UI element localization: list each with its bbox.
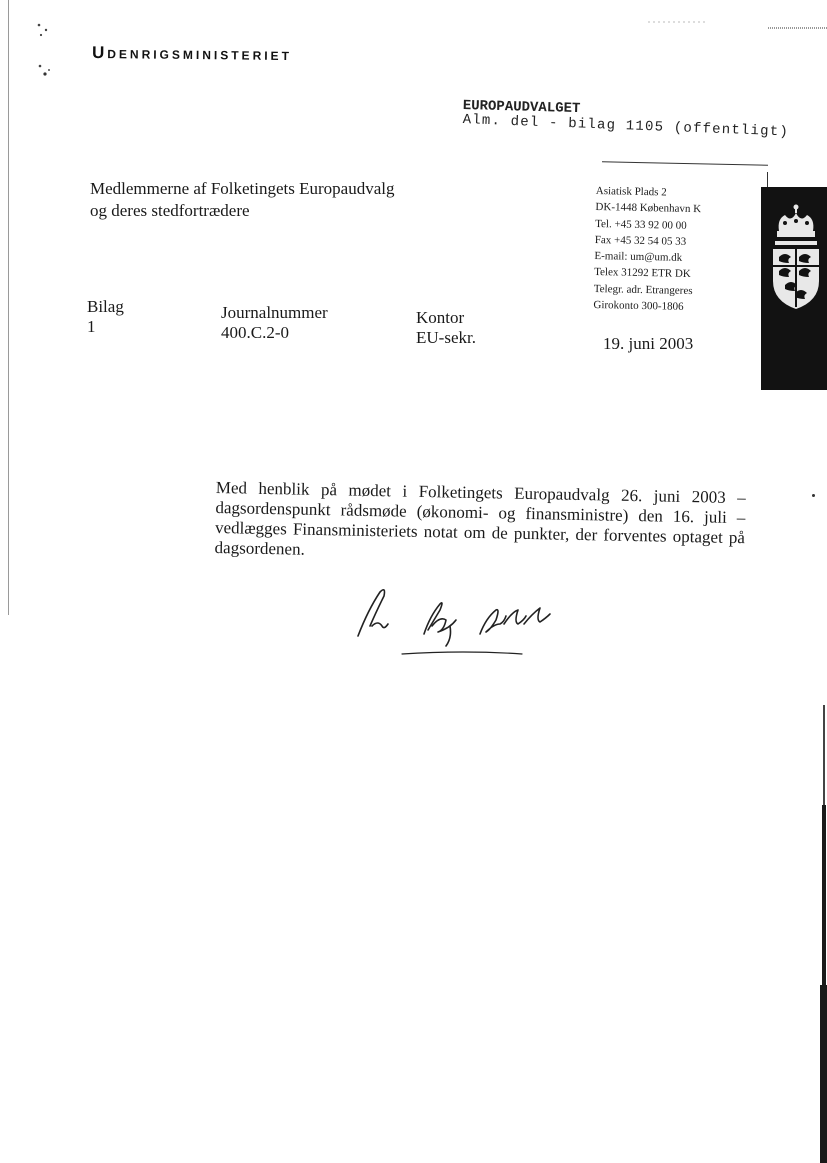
danish-royal-coat-of-arms-icon	[765, 201, 827, 316]
scan-margin-line	[8, 0, 9, 615]
recipient-line: Medlemmerne af Folketingets Europaudvalg	[90, 179, 395, 198]
address-email: E-mail: um@um.dk	[594, 250, 683, 265]
bilag-value: 1	[87, 317, 96, 336]
journal-number-label: Journalnummer	[221, 303, 328, 322]
scan-speck	[812, 494, 815, 497]
address-divider	[602, 161, 768, 165]
address-city: DK-1448 København K	[595, 201, 702, 216]
scan-right-edge	[817, 705, 827, 1163]
scan-speck	[36, 22, 56, 87]
office-label: Kontor	[416, 308, 465, 327]
journal-number-value: 400.C.2-0	[221, 323, 289, 342]
address-giro: Girokonto 300-1806	[593, 299, 684, 313]
address-telegram: Telegr. adr. Etrangeres	[593, 282, 693, 297]
scan-edge-artifact	[648, 18, 827, 32]
committee-stamp-reference: Alm. del - bilag 1105 (offentligt)	[462, 112, 790, 141]
letter-date: 19. juni 2003	[603, 334, 694, 353]
committee-stamp-title: EUROPAUDVALGET	[462, 98, 581, 118]
address-street: Asiatisk Plads 2	[595, 184, 667, 199]
recipient-line: og deres stedfortrædere	[90, 201, 250, 220]
office-value: EU-sekr.	[416, 328, 476, 347]
recipient-block	[90, 178, 395, 222]
address-telex: Telex 31292 ETR DK	[594, 266, 691, 281]
crest-panel	[761, 187, 827, 390]
letter-body	[214, 478, 745, 568]
address-phone: Tel. +45 33 92 00 00	[595, 217, 687, 232]
bilag-label: Bilag	[87, 297, 124, 316]
body-paragraph: Med henblik på mødet i Folketingets Europaudvalg 26. juni 2003 – dagsordenspunkt rådsmøde (økonomi- og finansministre) den 16. juli – vedlægges Finansministeriets notat om de punkter, der forventes optaget på dagsordenen.	[214, 478, 746, 559]
ministry-address-block	[593, 183, 701, 316]
ministry-name: Udenrigsministeriet	[91, 42, 293, 65]
address-fax: Fax +45 32 54 05 33	[594, 233, 687, 248]
handwritten-signature	[354, 580, 564, 665]
